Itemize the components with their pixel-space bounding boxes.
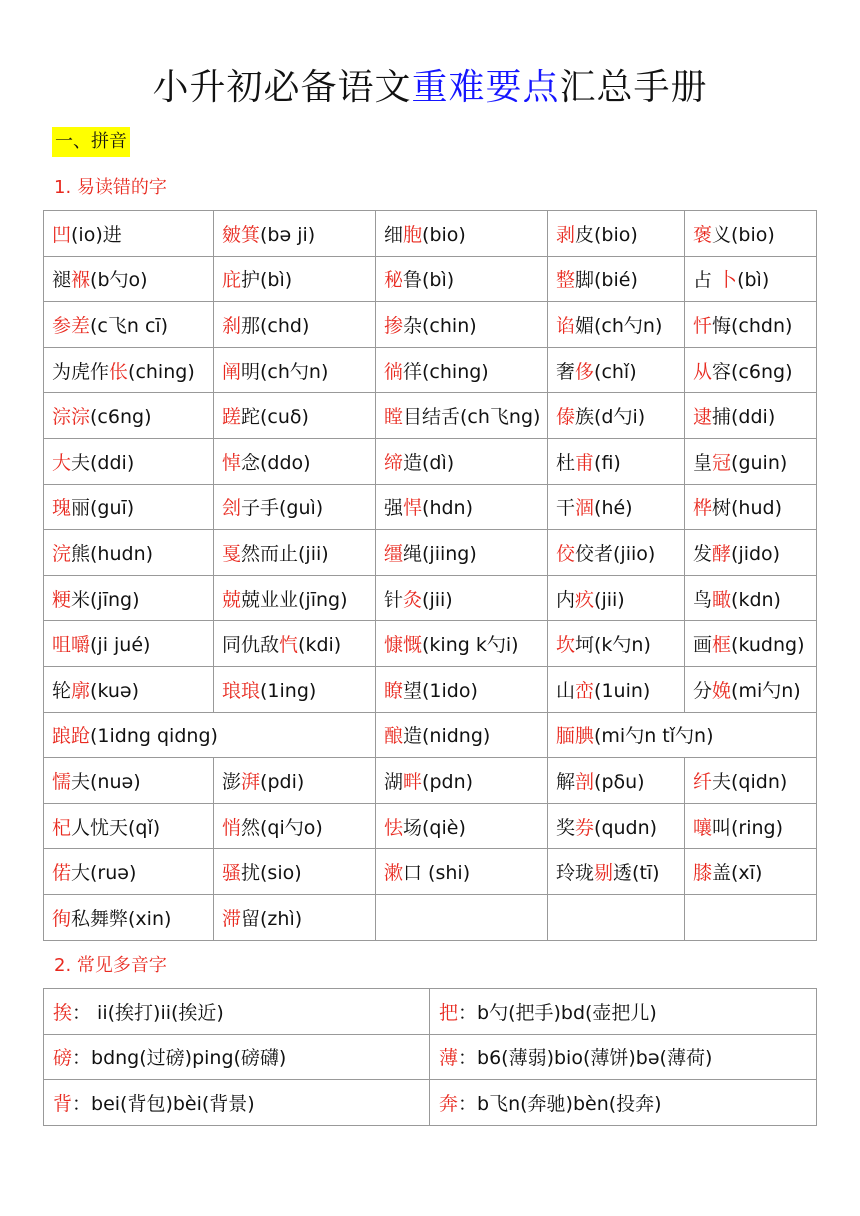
table-row: [44, 1034, 817, 1080]
cell-text: 然(qi勺o): [241, 816, 323, 839]
cell-text: 轮: [52, 679, 72, 702]
table-row: [44, 256, 817, 302]
polyphone-readings: ：bdng(过磅)ping(磅礴): [72, 1047, 287, 1070]
table-cell: [548, 803, 685, 849]
cell-text: 佼者(jiio): [575, 542, 656, 565]
cell-text: (guin): [731, 451, 788, 474]
table-cell: [214, 530, 376, 576]
table-cell: [548, 484, 685, 530]
cell-text: (fi): [594, 451, 621, 474]
table-row: [44, 894, 817, 940]
table-cell: [376, 347, 548, 393]
cell-text: (1ing): [260, 679, 317, 702]
highlighted-char: 偌: [52, 862, 72, 885]
cell-text: 捕(ddi): [712, 406, 776, 429]
table-cell: [214, 211, 376, 257]
polyphone-readings: ：b勺(把手)bd(壶把儿): [458, 1001, 657, 1024]
cell-text: 玲珑: [556, 862, 595, 885]
table-row: [44, 347, 817, 393]
highlighted-char: 淙淙: [52, 406, 91, 429]
highlighted-char: 整: [556, 269, 576, 292]
table-cell: [44, 758, 214, 804]
cell-text: 坷(k勺n): [575, 634, 651, 657]
table-cell: [44, 1034, 430, 1080]
highlighted-char: 卜: [718, 269, 738, 292]
highlighted-char: 悄: [222, 816, 242, 839]
table-cell: [44, 393, 214, 439]
cell-text: (io)进: [71, 223, 122, 246]
subsection-easy-misread: 1. 易读错的字: [54, 177, 167, 198]
table-cell: [685, 530, 817, 576]
cell-text: 奖: [556, 816, 576, 839]
table-cell: [214, 849, 376, 895]
table-cell: [685, 894, 817, 940]
highlighted-char: 骚: [222, 862, 242, 885]
highlighted-char: 杞: [52, 816, 72, 839]
highlighted-char: 悼: [222, 451, 242, 474]
cell-text: 为虎作: [52, 360, 110, 383]
cell-text: 扰(sio): [241, 862, 302, 885]
highlighted-char: 皴箕: [222, 223, 261, 246]
table-cell: [685, 575, 817, 621]
cell-text: (ji jué): [90, 634, 151, 657]
table-cell: [44, 894, 214, 940]
highlighted-char: 徜: [384, 360, 404, 383]
cell-text: 鲁(bì): [403, 269, 455, 292]
cell-text: 强: [384, 497, 404, 520]
table-row: [44, 1080, 817, 1126]
highlighted-char: 冠: [712, 451, 732, 474]
polyphone-char: 薄: [439, 1047, 459, 1070]
table-cell: [430, 1034, 817, 1080]
cell-text: 念(ddo): [241, 451, 311, 474]
highlighted-char: 逮: [693, 406, 713, 429]
highlighted-char: 大: [52, 451, 72, 474]
highlighted-char: 坎: [556, 634, 576, 657]
cell-text: 场(qiè): [403, 816, 466, 839]
cell-text: (c6ng): [90, 406, 152, 429]
polyphone-char: 背: [53, 1092, 73, 1115]
polyphone-table: [43, 988, 817, 1126]
table-cell: [685, 438, 817, 484]
highlighted-char: 傣: [556, 406, 576, 429]
table-cell: [376, 438, 548, 484]
polyphone-readings: ：bei(背包)bèi(背景): [72, 1092, 255, 1115]
table-row: [44, 438, 817, 484]
cell-text: 分: [693, 679, 713, 702]
highlighted-char: 秘: [384, 269, 404, 292]
table-cell: [214, 894, 376, 940]
highlighted-char: 膝: [693, 862, 713, 885]
highlighted-char: 慷慨: [384, 634, 423, 657]
table-cell: [548, 302, 685, 348]
table-cell: [548, 758, 685, 804]
highlighted-char: 灸: [403, 588, 423, 611]
table-cell: [214, 393, 376, 439]
cell-text: 那(chd): [241, 314, 310, 337]
table-cell: [214, 256, 376, 302]
highlighted-char: 刹: [222, 314, 242, 337]
highlighted-char: 阐: [222, 360, 242, 383]
cell-text: 解: [556, 770, 576, 793]
cell-text: 米(jīng): [71, 588, 140, 611]
cell-text: (ching): [128, 360, 195, 383]
cell-text: (pdi): [260, 770, 305, 793]
table-cell: [376, 302, 548, 348]
cell-text: 口 (shi): [403, 862, 471, 885]
highlighted-char: 廓: [71, 679, 91, 702]
cell-text: (bì): [737, 269, 770, 292]
highlighted-char: 剖: [575, 770, 595, 793]
cell-text: 澎: [222, 770, 242, 793]
table-cell: [685, 256, 817, 302]
cell-text: 造(dì): [403, 451, 455, 474]
table-cell: [685, 211, 817, 257]
cell-text: 造(nidng): [403, 725, 491, 748]
highlighted-char: 滞: [222, 907, 242, 930]
table-cell: [44, 989, 430, 1035]
cell-text: 子手(guì): [241, 497, 324, 520]
table-cell: [44, 484, 214, 530]
highlighted-char: 缰: [384, 542, 404, 565]
cell-text: 同仇敌: [222, 634, 280, 657]
highlighted-char: 漱: [384, 862, 404, 885]
table-cell: [685, 666, 817, 712]
cell-text: 奢: [556, 360, 576, 383]
cell-text: 盖(xī): [712, 862, 763, 885]
table-cell: [44, 347, 214, 393]
highlighted-char: 甫: [575, 451, 595, 474]
highlighted-char: 胞: [403, 223, 423, 246]
table-row: [44, 712, 817, 758]
table-cell: [376, 803, 548, 849]
table-cell: [44, 1080, 430, 1126]
highlighted-char: 酿: [384, 725, 404, 748]
cell-text: 徉(ching): [403, 360, 489, 383]
table-cell: [685, 849, 817, 895]
cell-text: (kuə): [90, 679, 140, 702]
table-row: [44, 803, 817, 849]
cell-text: 细: [384, 223, 404, 246]
highlighted-char: 戛: [222, 542, 242, 565]
table-row: [44, 393, 817, 439]
table-cell: [685, 803, 817, 849]
table-cell: [376, 575, 548, 621]
misread-words-table: [43, 210, 817, 941]
highlighted-char: 涸: [575, 497, 595, 520]
table-cell: [214, 484, 376, 530]
table-cell: [685, 393, 817, 439]
title-pre: 小升初必备语文: [152, 67, 412, 108]
highlighted-char: 瑰: [52, 497, 72, 520]
cell-text: 绳(jiing): [403, 542, 477, 565]
highlighted-char: 浣: [52, 542, 72, 565]
table-cell: [44, 256, 214, 302]
highlighted-char: 褒: [693, 223, 713, 246]
highlighted-char: 侈: [575, 360, 595, 383]
polyphone-char: 磅: [53, 1047, 73, 1070]
table-cell: [44, 302, 214, 348]
table-cell: [44, 530, 214, 576]
polyphone-readings: ：b6(薄弱)bio(薄饼)bə(薄荷): [458, 1047, 713, 1070]
cell-text: 皇: [693, 451, 713, 474]
cell-text: 针: [384, 588, 404, 611]
table-cell: [214, 438, 376, 484]
cell-text: 皮(bio): [575, 223, 638, 246]
table-cell: [376, 621, 548, 667]
cell-text: 留(zhì): [241, 907, 303, 930]
table-row: [44, 302, 817, 348]
cell-text: (bio): [422, 223, 466, 246]
subsection-polyphones: 2. 常见多音字: [54, 955, 167, 976]
highlighted-char: 参差: [52, 314, 91, 337]
highlighted-char: 从: [693, 360, 713, 383]
table-cell: [376, 894, 548, 940]
cell-text: 丽(guī): [71, 497, 135, 520]
table-cell: [376, 530, 548, 576]
highlighted-char: 剔: [594, 862, 614, 885]
highlighted-char: 粳: [52, 588, 72, 611]
cell-text: 然而止(jii): [241, 542, 329, 565]
table-row: [44, 849, 817, 895]
title-post: 汇总手册: [559, 67, 708, 108]
cell-text: 人忧天(qǐ): [71, 816, 161, 839]
cell-text: 褪: [52, 269, 72, 292]
cell-text: 干: [556, 497, 576, 520]
cell-text: (kdn): [731, 588, 781, 611]
cell-text: 护(bì): [241, 269, 293, 292]
cell-text: 义(bio): [712, 223, 775, 246]
highlighted-char: 峦: [575, 679, 595, 702]
highlighted-char: 兢: [222, 588, 242, 611]
highlighted-char: 缔: [384, 451, 404, 474]
highlighted-char: 伥: [109, 360, 129, 383]
highlighted-char: 框: [712, 634, 732, 657]
table-cell: [685, 758, 817, 804]
table-cell: [548, 530, 685, 576]
highlighted-char: 瞰: [712, 588, 732, 611]
table-cell: [214, 302, 376, 348]
polyphone-char: 把: [439, 1001, 459, 1024]
highlighted-char: 谄: [556, 314, 576, 337]
table-cell: [44, 211, 214, 257]
table-cell: [548, 849, 685, 895]
table-cell: [685, 484, 817, 530]
table-cell: [44, 712, 376, 758]
highlighted-char: 怯: [384, 816, 404, 839]
table-cell: [548, 894, 685, 940]
table-row: [44, 211, 817, 257]
table-row: [44, 666, 817, 712]
cell-text: 树(hud): [712, 497, 782, 520]
table-cell: [44, 438, 214, 484]
table-cell: [44, 575, 214, 621]
cell-text: 望(1ido): [403, 679, 478, 702]
table-cell: [44, 621, 214, 667]
highlighted-char: 湃: [241, 770, 261, 793]
cell-text: (hé): [594, 497, 633, 520]
cell-text: (hdn): [422, 497, 474, 520]
table-cell: [214, 666, 376, 712]
cell-text: (chǐ): [594, 360, 637, 383]
table-cell: [376, 666, 548, 712]
table-row: [44, 575, 817, 621]
cell-text: 占: [693, 269, 719, 292]
table-cell: [214, 347, 376, 393]
cell-text: 山: [556, 679, 576, 702]
cell-text: 明(ch勺n): [241, 360, 329, 383]
cell-text: 私舞弊(xin): [71, 907, 172, 930]
table-cell: [548, 438, 685, 484]
highlighted-char: 券: [575, 816, 595, 839]
title-highlight: 重难要点: [411, 67, 560, 108]
table-cell: [548, 621, 685, 667]
highlighted-char: 忏: [693, 314, 713, 337]
polyphone-char: 奔: [439, 1092, 459, 1115]
table-cell: [44, 849, 214, 895]
highlighted-char: 腼腆: [556, 725, 595, 748]
cell-text: 湖: [384, 770, 404, 793]
cell-text: 媚(ch勺n): [575, 314, 663, 337]
table-cell: [214, 758, 376, 804]
section-heading-pinyin: 一、拼音: [52, 127, 130, 157]
table-cell: [376, 849, 548, 895]
cell-text: (qudn): [594, 816, 658, 839]
highlighted-char: 瞠: [384, 406, 404, 429]
table-row: [44, 484, 817, 530]
cell-text: 大(ruə): [71, 862, 137, 885]
highlighted-char: 娩: [712, 679, 732, 702]
highlighted-char: 畔: [403, 770, 423, 793]
cell-text: 内: [556, 588, 576, 611]
table-cell: [376, 758, 548, 804]
table-row: [44, 530, 817, 576]
cell-text: (1uin): [594, 679, 651, 702]
polyphone-char: 挨: [53, 1001, 73, 1024]
cell-text: 跎(cuδ): [241, 406, 309, 429]
highlighted-char: 踉跄: [52, 725, 91, 748]
cell-text: 熊(hudn): [71, 542, 154, 565]
cell-text: (jii): [594, 588, 625, 611]
cell-text: (kdi): [298, 634, 342, 657]
highlighted-char: 刽: [222, 497, 242, 520]
table-cell: [548, 211, 685, 257]
cell-text: 兢业业(jīng): [241, 588, 348, 611]
table-cell: [44, 803, 214, 849]
highlighted-char: 庇: [222, 269, 242, 292]
cell-text: 夫(qidn): [712, 770, 788, 793]
highlighted-char: 凹: [52, 223, 72, 246]
highlighted-char: 咀嚼: [52, 634, 91, 657]
highlighted-char: 忾: [279, 634, 299, 657]
polyphone-readings: ：b飞n(奔驰)bèn(投奔): [458, 1092, 662, 1115]
cell-text: 杜: [556, 451, 576, 474]
cell-text: (pdn): [422, 770, 474, 793]
highlighted-char: 懦: [52, 770, 72, 793]
cell-text: 鸟: [693, 588, 713, 611]
cell-text: (kudng): [731, 634, 805, 657]
table-row: [44, 989, 817, 1035]
highlighted-char: 佼: [556, 542, 576, 565]
cell-text: (bə ji): [260, 223, 316, 246]
table-cell: [214, 803, 376, 849]
table-cell: [548, 347, 685, 393]
highlighted-char: 疚: [575, 588, 595, 611]
table-row: [44, 758, 817, 804]
table-cell: [376, 211, 548, 257]
highlighted-char: 褓: [71, 269, 91, 292]
cell-text: 夫(nuə): [71, 770, 141, 793]
table-cell: [685, 621, 817, 667]
cell-text: 杂(chin): [403, 314, 477, 337]
table-cell: [548, 256, 685, 302]
cell-text: 发: [693, 542, 713, 565]
cell-text: 画: [693, 634, 713, 657]
table-cell: [685, 302, 817, 348]
table-cell: [214, 575, 376, 621]
table-cell: [376, 712, 548, 758]
page-title: [0, 64, 860, 112]
cell-text: 透(tī): [613, 862, 660, 885]
highlighted-char: 掺: [384, 314, 404, 337]
highlighted-char: 酵: [712, 542, 732, 565]
highlighted-char: 嚷: [693, 816, 713, 839]
cell-text: 悔(chdn): [712, 314, 793, 337]
cell-text: (1idng qidng): [90, 725, 218, 748]
table-cell: [44, 666, 214, 712]
cell-text: 族(d勺i): [575, 406, 646, 429]
table-cell: [376, 484, 548, 530]
table-cell: [685, 347, 817, 393]
table-cell: [548, 393, 685, 439]
cell-text: (pδu): [594, 770, 645, 793]
table-cell: [376, 256, 548, 302]
cell-text: (c飞n cī): [90, 314, 169, 337]
polyphone-readings: ： ii(挨打)ii(挨近): [72, 1001, 224, 1024]
highlighted-char: 纤: [693, 770, 713, 793]
cell-text: (b勺o): [90, 269, 148, 292]
highlighted-char: 剥: [556, 223, 576, 246]
highlighted-char: 徇: [52, 907, 72, 930]
cell-text: (mi勺n tǐ勺n): [594, 725, 714, 748]
cell-text: (jii): [422, 588, 453, 611]
highlighted-char: 瞭: [384, 679, 404, 702]
highlighted-char: 桦: [693, 497, 713, 520]
cell-text: 目结舌(ch飞ng): [403, 406, 541, 429]
cell-text: 容(c6ng): [712, 360, 793, 383]
cell-text: 夫(ddi): [71, 451, 135, 474]
table-cell: [548, 666, 685, 712]
highlighted-char: 蹉: [222, 406, 242, 429]
cell-text: (jido): [731, 542, 781, 565]
table-cell: [430, 1080, 817, 1126]
table-cell: [430, 989, 817, 1035]
cell-text: (king k勺i): [422, 634, 519, 657]
highlighted-char: 琅琅: [222, 679, 261, 702]
table-cell: [548, 575, 685, 621]
table-row: [44, 621, 817, 667]
cell-text: (mi勺n): [731, 679, 801, 702]
table-cell: [214, 621, 376, 667]
highlighted-char: 悍: [403, 497, 423, 520]
table-cell: [376, 393, 548, 439]
table-cell: [548, 712, 817, 758]
cell-text: 叫(ring): [712, 816, 784, 839]
cell-text: 脚(bié): [575, 269, 638, 292]
